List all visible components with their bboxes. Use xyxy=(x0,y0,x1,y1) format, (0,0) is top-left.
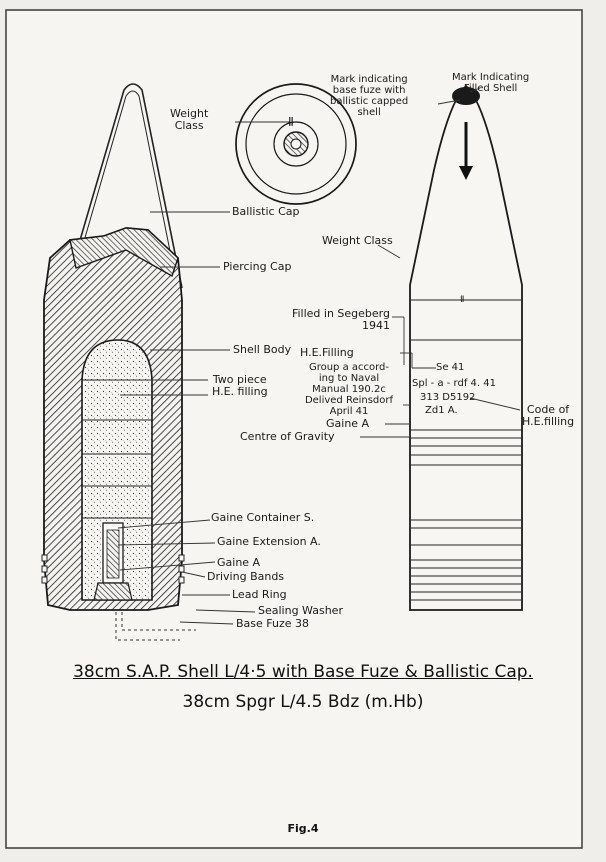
gaine-container-label: Gaine Container S. xyxy=(211,511,315,524)
spl-label: Spl - a - rdf 4. 41 xyxy=(412,378,496,389)
figure-number: Fig.4 xyxy=(287,822,319,835)
weight-class-right-label: Weight Class xyxy=(322,234,393,247)
gaine-extension-label: Gaine Extension A. xyxy=(217,535,321,548)
figure-title: 38cm S.A.P. Shell L/4·5 with Base Fuze & Ballistic Cap. xyxy=(73,662,533,682)
figure-subtitle: 38cm Spgr L/4.5 Bdz (m.Hb) xyxy=(182,692,424,712)
he-filling-label: H.E.Filling xyxy=(300,346,354,359)
weight-class-label: Weight Class xyxy=(170,107,209,132)
code-number-label: 313 D5192 xyxy=(420,392,476,403)
group-label: Group a accord- ing to Naval Manual 190.2c Delived Reinsdorf April 41 xyxy=(304,362,394,417)
zd1a-label: Zd1 A. xyxy=(425,405,458,416)
code-of-he-label: Code of H.E.filling xyxy=(522,403,575,428)
sealing-washer-label: Sealing Washer xyxy=(258,604,343,617)
driving-bands-label: Driving Bands xyxy=(207,570,285,583)
gaine-a-label-right: Gaine A xyxy=(326,417,370,430)
two-piece-he-label: Two piece H.E. filling xyxy=(212,373,268,398)
mark-filled-label: Mark Indicating Filled Shell xyxy=(452,72,530,94)
gaine-a-label-left: Gaine A xyxy=(217,556,261,569)
piercing-cap-label: Piercing Cap xyxy=(223,260,292,273)
mark-base-fuze-label: Mark indicating base fuze with ballistic capped shell xyxy=(330,74,409,118)
base-fuze-part xyxy=(94,583,132,600)
lead-ring-label: Lead Ring xyxy=(232,588,287,601)
weight-class-mark: Ⅱ xyxy=(460,295,465,305)
shell-body-label: Shell Body xyxy=(233,343,292,356)
base-fuze-label: Base Fuze 38 xyxy=(236,617,310,630)
se41-label: Se 41 xyxy=(436,362,465,373)
weight-class-numeral: Ⅱ xyxy=(288,115,294,129)
centre-gravity-label: Centre of Gravity xyxy=(240,430,335,443)
ballistic-cap-label: Ballistic Cap xyxy=(232,205,300,218)
filled-in-label: Filled in Segeberg 1941 xyxy=(291,307,390,332)
gaine-extension xyxy=(107,530,119,578)
